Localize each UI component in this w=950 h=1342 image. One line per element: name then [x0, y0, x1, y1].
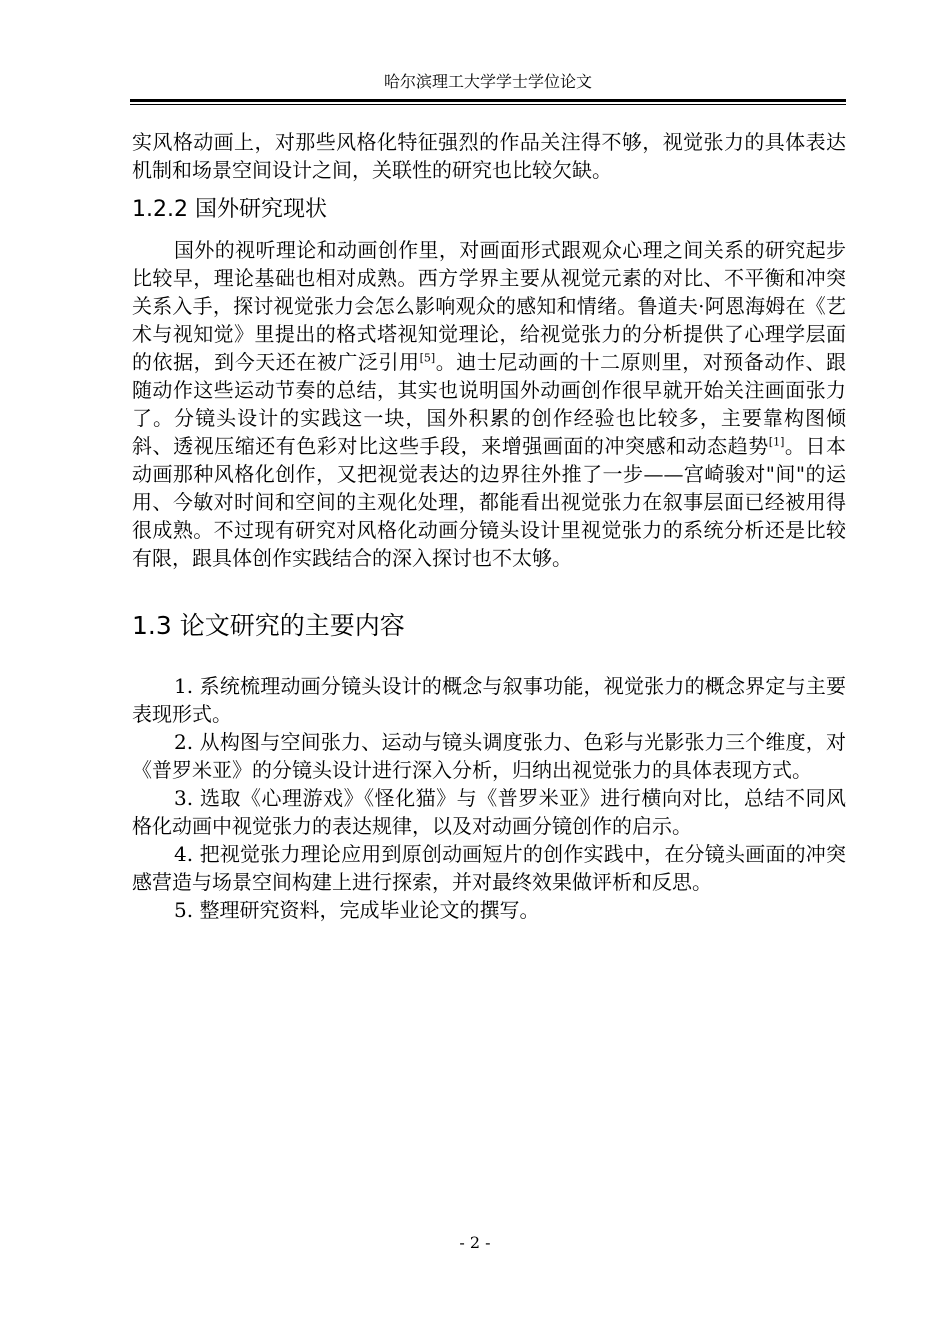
research-content-list: [132, 672, 846, 924]
foreign-research-paragraph: [132, 236, 846, 572]
list-item: 2. 从构图与空间张力、运动与镜头调度张力、色彩与光影张力三个维度，对《普罗米亚》的分镜头设计进行深入分析，归纳出视觉张力的具体表现方式。: [132, 730, 846, 782]
paragraph-text-part-1: 国外的视听理论和动画创作里，对画面形式跟观众心理之间关系的研究起步比较早，理论基础也相对成熟。西方学界主要从视觉元素的对比、不平衡和冲突关系入手，探讨视觉张力会怎么影响观众的感知和情绪。鲁道夫·阿恩海姆在《艺术与视知觉》里提出的格式塔视知觉理论，给视觉张力的分析提供了心理学层面的依据，到今天还在被广泛引用: [132, 238, 846, 374]
citation-5: [5]: [419, 351, 436, 365]
list-item: 1. 系统梳理动画分镜头设计的概念与叙事功能，视觉张力的概念界定与主要表现形式。: [132, 674, 846, 726]
intro-paragraph: 实风格动画上，对那些风格化特征强烈的作品关注得不够，视觉张力的具体表达机制和场景空间设计之间，关联性的研究也比较欠缺。: [132, 130, 846, 182]
header-rule-thick: [130, 99, 846, 102]
page-body: [132, 128, 846, 924]
list-item: 4. 把视觉张力理论应用到原创动画短片的创作实践中，在分镜头画面的冲突感营造与场景空间构建上进行探索，并对最终效果做评析和反思。: [132, 842, 846, 894]
paragraph-text-part-3: 。日本动画那种风格化创作，又把视觉表达的边界往外推了一步——宫崎骏对"间"的运用、今敏对时间和空间的主观化处理，都能看出视觉张力在叙事层面已经被用得很成熟。不过现有研究对风格化动画分镜头设计里视觉张力的系统分析还是比较有限，跟具体创作实践结合的深入探讨也不太够。: [132, 434, 847, 570]
list-item: 5. 整理研究资料，完成毕业论文的撰写。: [174, 898, 540, 922]
citation-1: [1]: [768, 435, 785, 449]
list-item: 3. 选取《心理游戏》《怪化猫》与《普罗米亚》进行横向对比，总结不同风格化动画中视觉张力的表达规律，以及对动画分镜创作的启示。: [132, 786, 846, 838]
section-heading-1-2-2: 1.2.2 国外研究现状: [132, 197, 327, 222]
section-heading-1-3: 1.3 论文研究的主要内容: [132, 611, 405, 640]
header-rule-thin: [130, 104, 846, 105]
paragraph-text-part-2: 。迪士尼动画的十二原则里，对预备动作、跟随动作这些运动节奏的总结，其实也说明国外动画创作很早就开始关注画面张力了。分镜头设计的实践这一块，国外积累的创作经验也比较多，主要靠构图倾斜、透视压缩还有色彩对比这些手段，来增强画面的冲突感和动态趋势: [132, 350, 847, 458]
page-number: - 2 -: [459, 1233, 491, 1252]
running-header: 哈尔滨理工大学学士学位论文: [383, 72, 592, 91]
